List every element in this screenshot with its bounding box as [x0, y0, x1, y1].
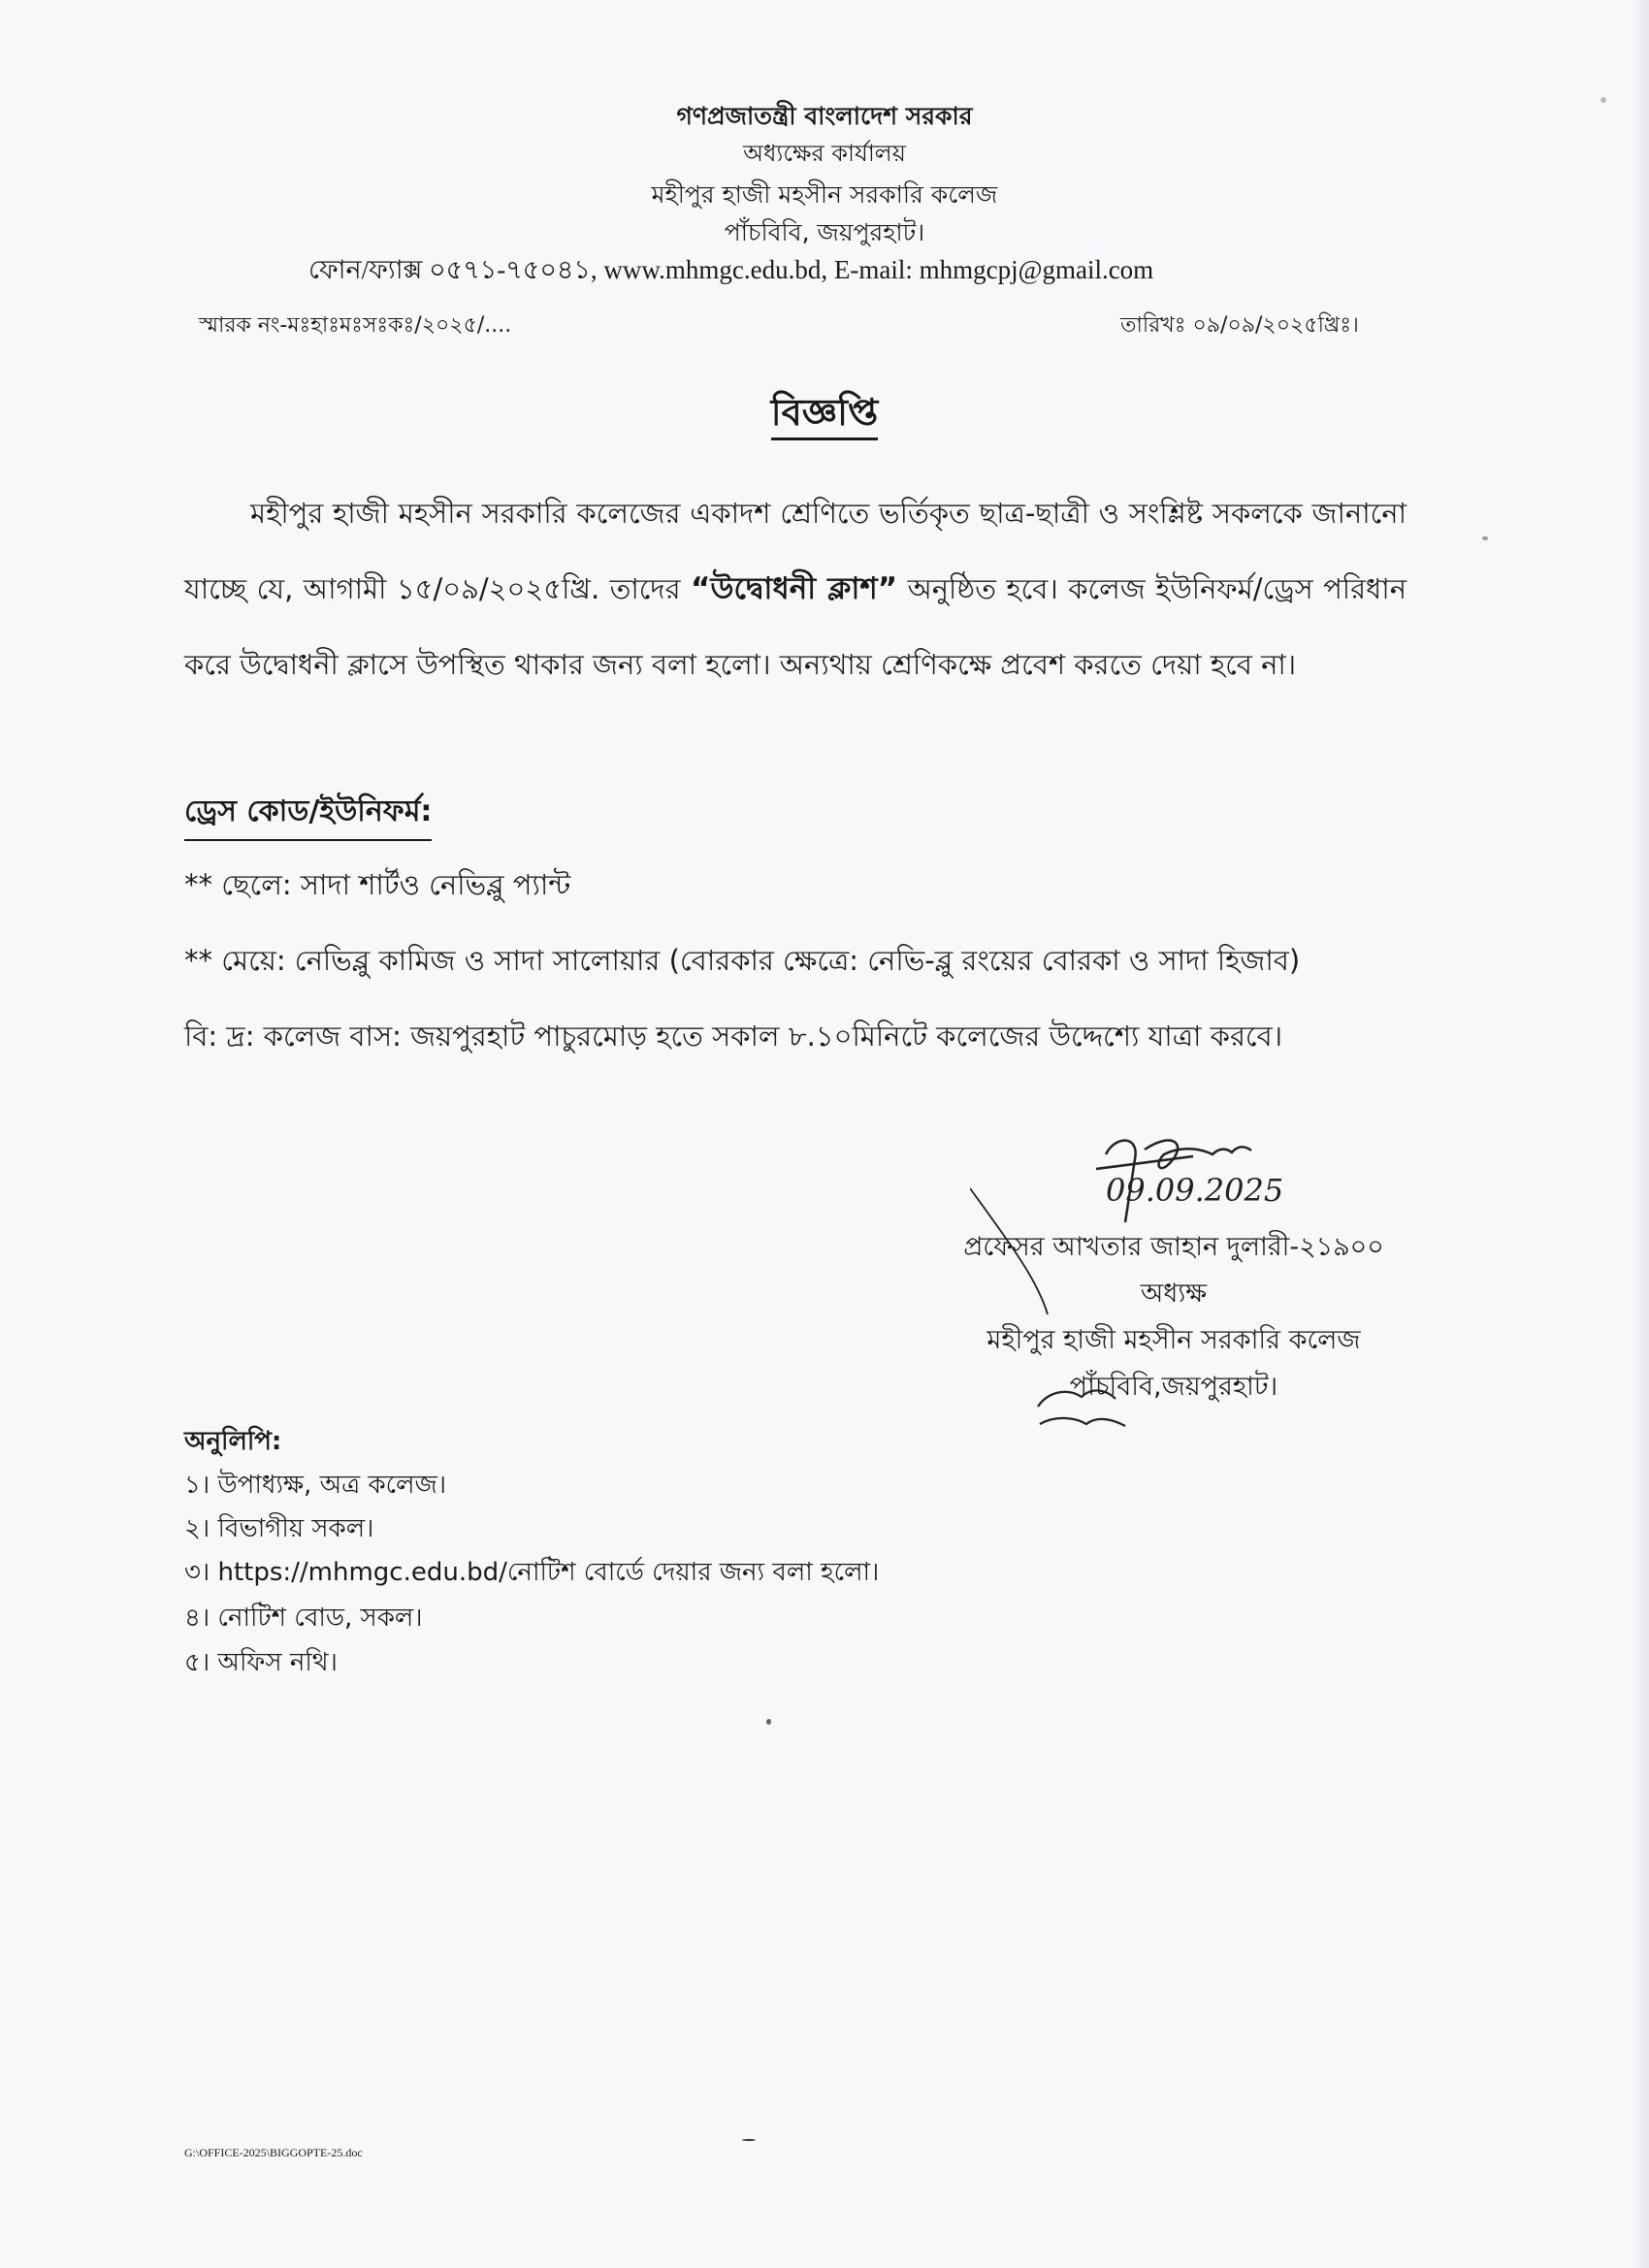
scan-edge: [1632, 0, 1649, 2268]
notice-body-part1: মহীপুর হাজী মহসীন সরকারি কলেজের একাদশ শ্রেণিতে ভর্তিকৃত ছাত্র-ছাত্রী ও সংশ্লিষ্ট সকলকে জানানো যাচ্ছে যে, আগামী ১৫/০৯/২০২৫খ্রি. তাদের: [184, 497, 1406, 605]
notice-title: [0, 384, 1649, 446]
scan-speck: [766, 1719, 771, 1725]
file-path: G:\OFFICE-2025\BIGGOPTE-25.doc: [184, 2146, 363, 2159]
scan-speck: [1600, 97, 1606, 103]
bus-note: বি: দ্র: কলেজ বাস: জয়পুরহাট পাচুরমোড় হতে সকাল ৮.১০মিনিটে কলেজের উদ্দেশ্যে যাত্রা করবে।: [184, 1020, 1283, 1053]
notice-title-text: বিজ্ঞপ্তি: [771, 391, 879, 440]
memo-number: স্মারক নং-মঃহাঃমঃসঃকঃ/২০২৫/....: [199, 313, 512, 338]
copy-item: ৩। https://mhmgc.edu.bd/নোটিশ বোর্ডে দেয়ার জন্য বলা হলো।: [184, 1558, 880, 1587]
notice-body: [184, 475, 1406, 702]
signatory-name: প্রফেসর আখতার জাহান দুলারী-২১৯০০: [963, 1232, 1384, 1262]
copy-item: ২। বিভাগীয় সকল।: [184, 1514, 374, 1543]
header-office: অধ্যক্ষের কার্যালয়: [743, 140, 906, 167]
scan-speck: [1482, 536, 1488, 540]
notice-body-part2: অনুষ্ঠিত হবে। কলেজ ইউনিফর্ম/ড্রেস পরিধান করে উদ্বোধনী ক্লাসে উপস্থিত থাকার জন্য বলা হলো। অন্যথায় শ্রেণিকক্ষে প্রবেশ করতে দেয়া হবে না।: [184, 572, 1407, 681]
signature-block: [931, 1224, 1416, 1410]
header-government: গণপ্রজাতন্ত্রী বাংলাদেশ সরকার: [676, 102, 973, 130]
copy-item: ৫। অফিস নথি।: [184, 1648, 338, 1677]
header-address: পাঁচবিবি, জয়পুরহাট।: [724, 218, 925, 246]
copy-item: ১। উপাধ্যক্ষ, অত্র কলেজ।: [184, 1471, 447, 1500]
dress-code-boys: ** ছেলে: সাদা শার্টও নেভিব্লু প্যান্ট: [184, 868, 571, 901]
signatory-address: পাঁচবিবি,জয়পুরহাট।: [1069, 1372, 1278, 1402]
signatory-designation: অধ্যক্ষ: [1140, 1279, 1208, 1309]
copies-heading: অনুলিপি:: [184, 1427, 282, 1456]
scan-speck: [742, 2139, 756, 2141]
header-college: মহীপুর হাজী মহসীন সরকারি কলেজ: [651, 180, 998, 209]
signatory-college: মহীপুর হাজী মহসীন সরকারি কলেজ: [986, 1325, 1361, 1355]
header-contact: ফোন/ফ্যাক্স ০৫৭১-৭৫০৪১, www.mhmgc.edu.bd, E-mail: mhmgcpj@gmail.com: [308, 255, 1154, 284]
dress-code-girls: ** মেয়ে: নেভিব্লু কামিজ ও সাদা সালোয়ার (বোরকার ক্ষেত্রে: নেভি-ব্লু রংয়ের বোরকা ও সাদা হিজাব): [184, 944, 1301, 977]
notice-body-emphasis: “উদ্বোধনী ক্লাশ”: [691, 571, 898, 606]
copy-item: ৪। নোটিশ বোড, সকল।: [184, 1604, 423, 1633]
memo-date: তারিখঃ ০৯/০৯/২০২৫খ্রিঃ।: [1120, 313, 1359, 338]
dress-code-heading: ড্রেস কোড/ইউনিফর্ম:: [184, 788, 432, 841]
handwritten-date: 09.09.2025: [1106, 1172, 1284, 1209]
